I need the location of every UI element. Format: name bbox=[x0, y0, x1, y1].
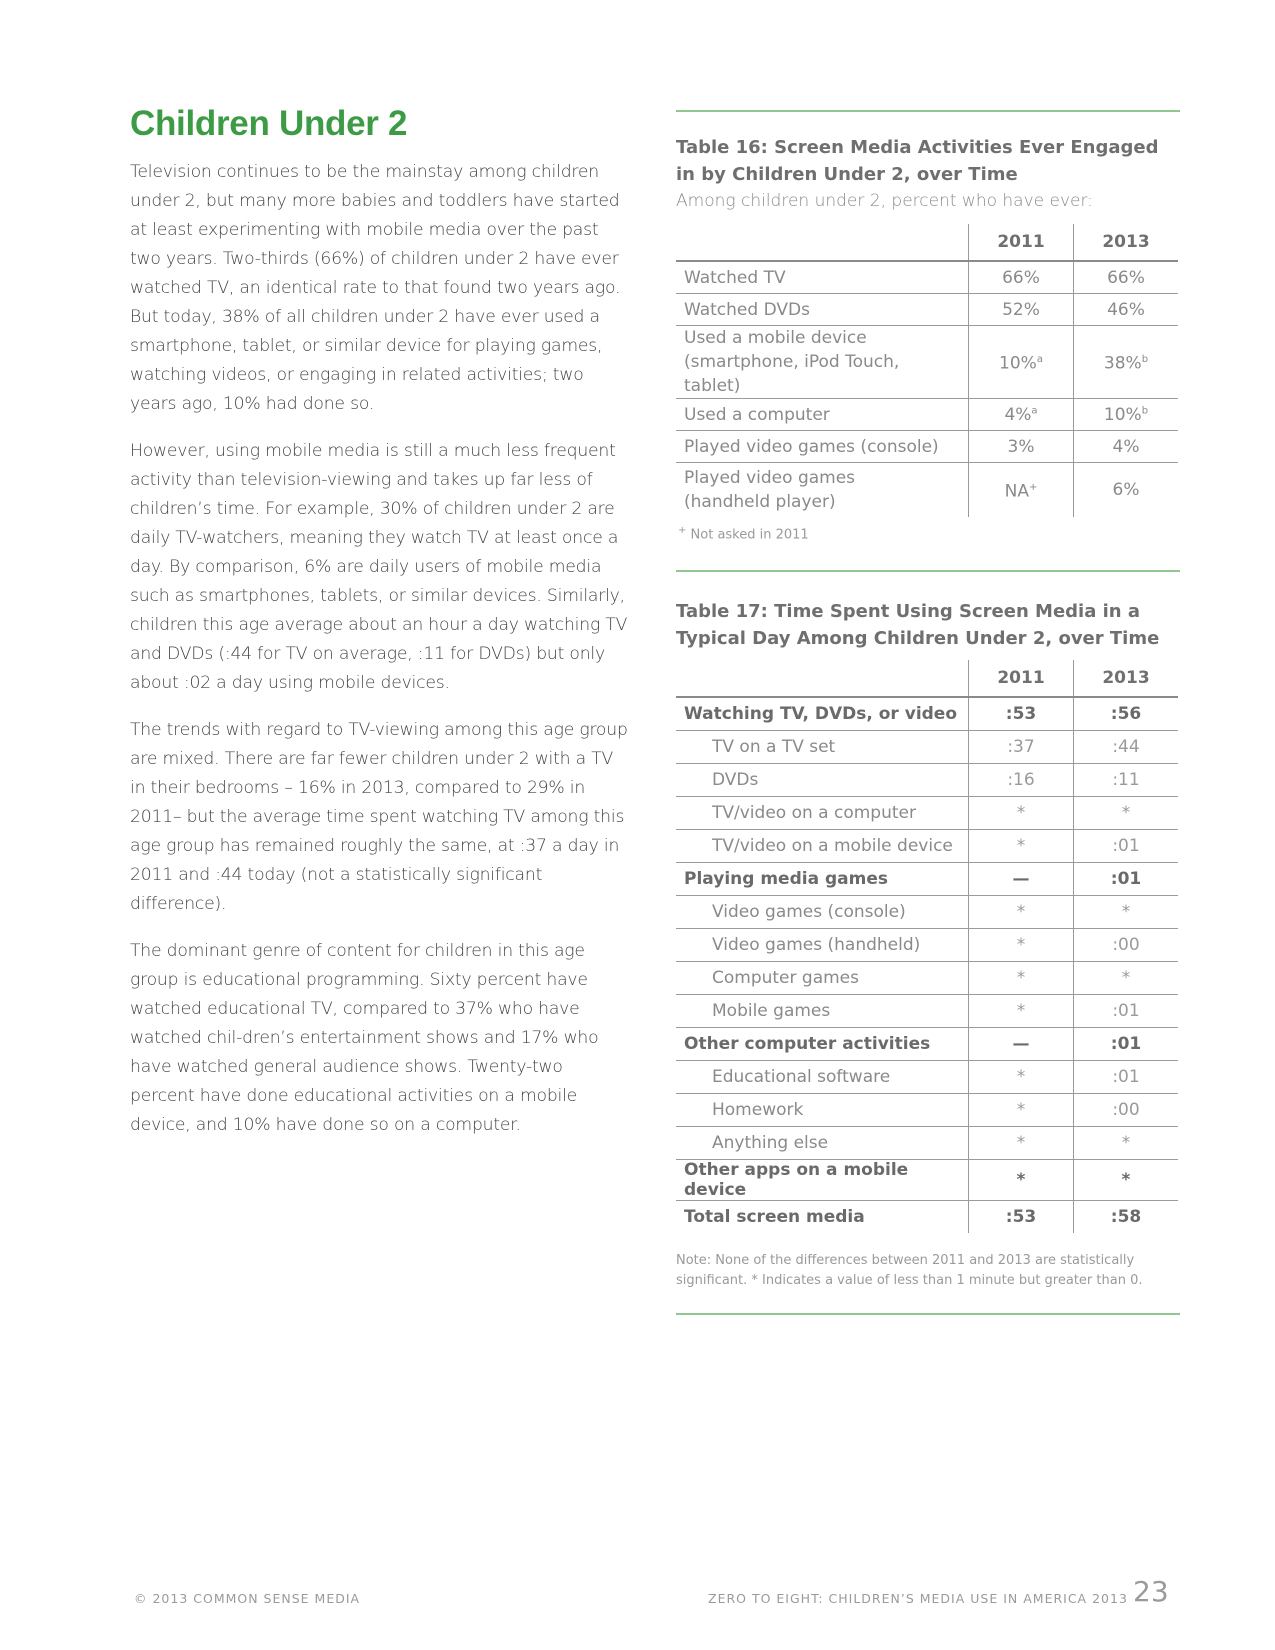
table-group-row bbox=[676, 863, 1178, 896]
table16-title: Table 16: Screen Media Activities Ever Engaged in by Children Under 2, over Time bbox=[676, 137, 1159, 185]
table-row bbox=[676, 1061, 1178, 1094]
cell-2013 bbox=[1074, 399, 1179, 431]
body-paragraph: The trends with regard to TV-viewing among this age group are mixed. There are far fewer children under 2 with a TV in their bedrooms – 16% in 2013, compared to 29% in 2011– but the average time spent watching TV among this age group has remained roughly the same, at :37 a day in 2011 and :44 today (not a statistically significant difference). bbox=[130, 720, 628, 914]
page-number: 23 bbox=[1133, 1575, 1169, 1608]
table-row bbox=[676, 1094, 1178, 1127]
cell-2011 bbox=[969, 463, 1074, 518]
superscript-mark: + bbox=[1028, 482, 1038, 494]
cell-2013: 66% bbox=[1074, 261, 1179, 294]
cell-2011: * bbox=[969, 995, 1074, 1028]
table16-subtitle: Among children under 2, percent who have ever: bbox=[676, 191, 1093, 211]
table-row bbox=[676, 1127, 1178, 1160]
table-row bbox=[676, 294, 1178, 326]
cell-2013: :11 bbox=[1074, 764, 1179, 797]
divider-rule bbox=[676, 570, 1180, 572]
superscript-mark: b bbox=[1141, 354, 1149, 366]
cell-2011: :37 bbox=[969, 731, 1074, 764]
row-label: TV/video on a computer bbox=[676, 797, 969, 830]
column-header-2011: 2011 bbox=[969, 660, 1074, 697]
footer-copyright: © 2013 COMMON SENSE MEDIA bbox=[134, 1591, 361, 1606]
cell-2013 bbox=[1074, 326, 1179, 399]
row-label-line1: Used a mobile device bbox=[684, 328, 867, 348]
column-header-2013: 2013 bbox=[1074, 660, 1179, 697]
cell-2011: * bbox=[969, 1127, 1074, 1160]
cell-2011 bbox=[969, 399, 1074, 431]
row-label: Video games (handheld) bbox=[676, 929, 969, 962]
body-paragraph: However, using mobile media is still a much less frequent activity than television-viewing and takes up far less of children’s time. For example, 30% of children under 2 are daily TV-watchers, meaning they watch TV at least once a day. By comparison, 6% are daily users of mobile media such as smartphones, tablets, or similar devices. Similarly, children this age average about an hour a day watching TV and DVDs (:44 for TV on average, :11 for DVDs) but only about :02 a day using mobile devices. bbox=[130, 441, 628, 693]
table-row bbox=[676, 962, 1178, 995]
cell-2011: :53 bbox=[969, 1201, 1074, 1234]
table-group-row bbox=[676, 1160, 1178, 1201]
table-group-row bbox=[676, 697, 1178, 731]
cell-2011: * bbox=[969, 896, 1074, 929]
table-header-row bbox=[676, 224, 1178, 261]
cell-2011: — bbox=[969, 863, 1074, 896]
cell-2013: :00 bbox=[1074, 1094, 1179, 1127]
table-row bbox=[676, 399, 1178, 431]
cell-2013: 6% bbox=[1074, 463, 1179, 518]
cell-2011: * bbox=[969, 830, 1074, 863]
cell-value: 10% bbox=[999, 353, 1037, 374]
cell-2013: * bbox=[1074, 962, 1179, 995]
table-row bbox=[676, 326, 1178, 399]
divider-rule bbox=[676, 110, 1180, 112]
row-label: TV/video on a mobile device bbox=[676, 830, 969, 863]
table-row bbox=[676, 731, 1178, 764]
cell-2011: 52% bbox=[969, 294, 1074, 326]
row-label: Mobile games bbox=[676, 995, 969, 1028]
cell-2011: * bbox=[969, 929, 1074, 962]
main-text-column bbox=[130, 104, 630, 1158]
row-label-line2: (handheld player) bbox=[684, 492, 836, 512]
row-label: Playing media games bbox=[676, 863, 969, 896]
cell-2011: * bbox=[969, 1160, 1074, 1201]
table-row bbox=[676, 261, 1178, 294]
row-label: DVDs bbox=[676, 764, 969, 797]
table-row bbox=[676, 830, 1178, 863]
cell-2013: * bbox=[1074, 797, 1179, 830]
table-row bbox=[676, 764, 1178, 797]
cell-2011: — bbox=[969, 1028, 1074, 1061]
table17 bbox=[676, 660, 1178, 1233]
cell-2013: :44 bbox=[1074, 731, 1179, 764]
cell-2013: :01 bbox=[1074, 1028, 1179, 1061]
table-header-row bbox=[676, 660, 1178, 697]
row-label: Total screen media bbox=[684, 1207, 865, 1228]
row-label-line2: (smartphone, iPod Touch, tablet) bbox=[684, 352, 900, 396]
table-row bbox=[676, 995, 1178, 1028]
column-header-2013: 2013 bbox=[1074, 224, 1179, 261]
row-label: Played video games (console) bbox=[676, 431, 969, 463]
cell-value: 4% bbox=[1004, 404, 1032, 425]
column-header-2011: 2011 bbox=[969, 224, 1074, 261]
row-label: Other apps on a mobile device bbox=[676, 1160, 969, 1201]
row-label: Homework bbox=[676, 1094, 969, 1127]
cell-2013: :56 bbox=[1074, 697, 1179, 731]
table-row bbox=[676, 896, 1178, 929]
row-label: Educational software bbox=[676, 1061, 969, 1094]
cell-2013: 4% bbox=[1074, 431, 1179, 463]
section-title: Children Under 2 bbox=[130, 104, 408, 143]
cell-2011: * bbox=[969, 1094, 1074, 1127]
table-row bbox=[676, 797, 1178, 830]
cell-value: NA bbox=[1004, 481, 1029, 502]
cell-2013: * bbox=[1074, 1127, 1179, 1160]
cell-2013: :00 bbox=[1074, 929, 1179, 962]
cell-2013: :01 bbox=[1074, 863, 1179, 896]
table17-note: Note: None of the differences between 2011 and 2013 are statistically significant. * Indicates a value of less than 1 minute but greater than 0. bbox=[676, 1253, 1143, 1289]
table-group-row bbox=[676, 1028, 1178, 1061]
cell-2011: :53 bbox=[969, 697, 1074, 731]
cell-2013: :01 bbox=[1074, 995, 1179, 1028]
body-paragraph: Television continues to be the mainstay among children under 2, but many more babies and toddlers have started at least experimenting with mobile media over the past two years. Two-thirds (66%) of children under 2 have ever watched TV, an identical rate to that found two years ago. But today, 38% of all children under 2 have ever used a smartphone, tablet, or similar device for playing games, watching videos, or engaging in related activities; two years ago, 10% had done so. bbox=[130, 162, 621, 414]
cell-2013: 46% bbox=[1074, 294, 1179, 326]
row-label bbox=[676, 326, 969, 399]
cell-2013: * bbox=[1074, 1160, 1179, 1201]
table-row bbox=[676, 929, 1178, 962]
footnote-mark: + bbox=[678, 525, 687, 536]
cell-2011 bbox=[969, 326, 1074, 399]
table-row bbox=[676, 463, 1178, 518]
body-paragraph: The dominant genre of content for children in this age group is educational programming. Sixty percent have watched educational TV, compared to 37% who have watched chil-dren’s entertainment shows and 17% who have watched general audience shows. Twenty-two percent have done educational activities on a mobile device, and 10% have done so on a computer. bbox=[130, 941, 599, 1135]
row-label: Anything else bbox=[676, 1127, 969, 1160]
footnote-text: Not asked in 2011 bbox=[690, 527, 809, 543]
table17-title: Table 17: Time Spent Using Screen Media in a Typical Day Among Children Under 2, over Time bbox=[676, 601, 1160, 650]
cell-2013: :01 bbox=[1074, 830, 1179, 863]
row-label: Watched TV bbox=[676, 261, 969, 294]
row-label-line1: Played video games bbox=[684, 468, 856, 488]
cell-value: 10% bbox=[1103, 404, 1142, 425]
cell-2011: :16 bbox=[969, 764, 1074, 797]
cell-value: 38% bbox=[1103, 353, 1142, 374]
superscript-mark: a bbox=[1036, 354, 1043, 366]
row-label: TV on a TV set bbox=[676, 731, 969, 764]
cell-2013: :01 bbox=[1074, 1061, 1179, 1094]
row-label: Computer games bbox=[676, 962, 969, 995]
row-label: Watching TV, DVDs, or video bbox=[676, 697, 969, 731]
cell-2013: :58 bbox=[1074, 1201, 1179, 1234]
table16 bbox=[676, 224, 1178, 517]
tables-column bbox=[676, 110, 1180, 1315]
table-total-row bbox=[676, 1201, 1178, 1234]
cell-2011: * bbox=[969, 962, 1074, 995]
row-label: Video games (console) bbox=[676, 896, 969, 929]
superscript-mark: a bbox=[1031, 404, 1038, 416]
cell-2011: * bbox=[969, 797, 1074, 830]
divider-rule bbox=[676, 1313, 1180, 1315]
cell-2011: 3% bbox=[969, 431, 1074, 463]
footer-publication-title: ZERO TO EIGHT: CHILDREN’S MEDIA USE IN AMERICA 2013 bbox=[708, 1591, 1128, 1606]
cell-2013: * bbox=[1074, 896, 1179, 929]
cell-2011: 66% bbox=[969, 261, 1074, 294]
row-label bbox=[676, 463, 969, 518]
table16-footnote bbox=[678, 525, 1180, 542]
table-row bbox=[676, 431, 1178, 463]
cell-2011: * bbox=[969, 1061, 1074, 1094]
row-label: Watched DVDs bbox=[676, 294, 969, 326]
row-label: Other computer activities bbox=[676, 1028, 969, 1061]
row-label: Used a computer bbox=[676, 399, 969, 431]
superscript-mark: b bbox=[1141, 404, 1149, 416]
